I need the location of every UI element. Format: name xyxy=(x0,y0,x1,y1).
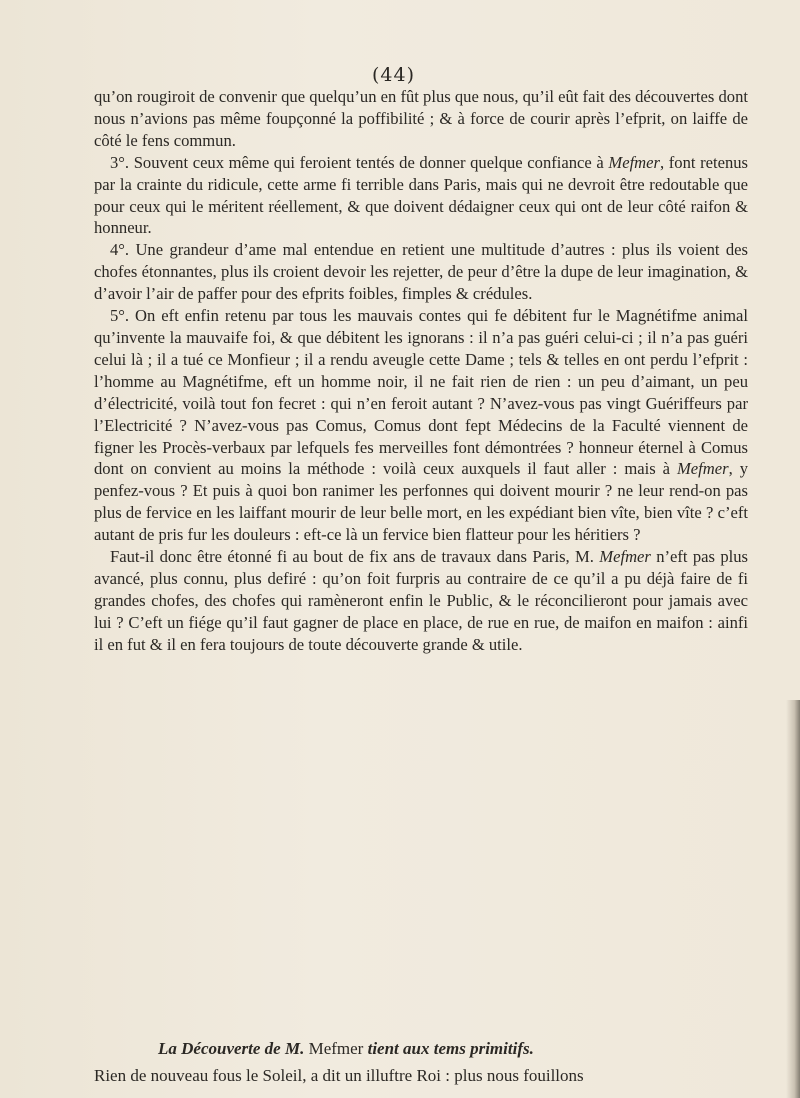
page-number: (44) xyxy=(372,64,416,86)
name-mesmer: Mefmer xyxy=(599,547,651,567)
paragraph-5 xyxy=(94,546,748,656)
page-edge-shadow xyxy=(786,700,800,1098)
paragraph-3: 4°. Une grandeur d’ame mal entendue en retient une multitude d’autres : plus ils voient des chofes étonnantes, plus ils croient devoir les rejetter, de peur d’être la dupe de leur imagination, & d’avoir l’air de paffer pour des efprits foibles, fimples & crédules. xyxy=(94,240,748,304)
paragraph-5-start: Faut-il donc être étonné fi au bout de fix ans de travaux dans Paris, M. xyxy=(110,547,600,567)
paragraph-2-end: , font retenus par la crainte du ridicule, cette arme fi terrible dans Paris, mais qui ne devroit être redoutable que pour ceux qui le méritent réellement, & que doivent dédaigner ceux qui ont de leur côté raifon & honneur. xyxy=(94,152,749,238)
section-heading xyxy=(158,1039,718,1059)
section-heading-name: Mefmer xyxy=(308,1039,364,1058)
paragraph-1: qu’on rougiroit de convenir que quelqu’un en fût plus que nous, qu’il eût fait des découvertes dont nous n’avions pas même foupçonné la poffibilité ; & à force de courir après l’efprit, on laiffe de côté le fens commun. xyxy=(94,87,748,150)
body-text xyxy=(94,86,748,656)
paragraph-5-end: n’eft pas plus avancé, plus connu, plus defiré : qu’on foit furpris au contraire de ce qu’il a pu déjà faire de fi grandes chofes, des chofes qui ramèneront enfin le Public, & le réconcilieront pour jamais avec lui ? C’eft un fiége qu’il faut gagner de place en place, de rue en rue, de maifon en maifon : ainfi il en fut & il en fera toujours de toute découverte grande & utile. xyxy=(94,547,748,654)
paragraph-4-end: , y penfez-vous ? Et puis à quoi bon ranimer les perfonnes qui doivent mourir ? ne leur rend-on pas plus de fervice en les laiffant mourir de leur belle mort, en les expédiant bien vîte, bien vîte ? c’eft autant de pris fur les douleurs : eft-ce là un fervice bien flatteur pour les héritiers ? xyxy=(94,459,749,545)
section-heading-start: La Découverte de M. xyxy=(158,1039,309,1058)
paragraph-2-start: 3°. Souvent ceux même qui feroient tentés de donner quelque confiance à xyxy=(110,152,609,172)
paragraph-4 xyxy=(94,305,748,546)
paragraph-2 xyxy=(94,152,748,240)
paragraph-4-start: 5°. On eft enfin retenu par tous les mauvais contes qui fe débitent fur le Magnétifme animal qu’invente la mauvaife foi, & que débitent les ignorans : il n’a pas guéri celui-ci ; il n’a pas guéri celui là ; il a tué ce Monfieur ; il a rendu aveugle cette Dame ; tels & telles en ont perdu l’efprit : l’homme au Magnétifme, eft un homme noir, il ne fait rien de rien : un peu d’aimant, un peu d’électricité, voilà tout fon fecret : qui n’en feroit autant ? N’avez-vous pas vingt Guériffeurs par l’Electricité ? N’avez-vous pas Comus, Comus dont fept Médecins de la Faculté viennent de figner les Procès-verbaux par lefquels fes merveilles font démontrées ? honneur éternel à Comus dont on convient au moins la méthode : voilà ceux auxquels il faut aller : mais à xyxy=(94,306,748,479)
name-mesmer: Mefmer xyxy=(608,152,660,172)
name-mesmer: Mefmer xyxy=(676,459,729,479)
section-heading-end: tient aux tems primitifs. xyxy=(363,1039,534,1058)
last-line: Rien de nouveau fous le Soleil, a dit un illuftre Roi : plus nous fouillons xyxy=(94,1066,584,1085)
